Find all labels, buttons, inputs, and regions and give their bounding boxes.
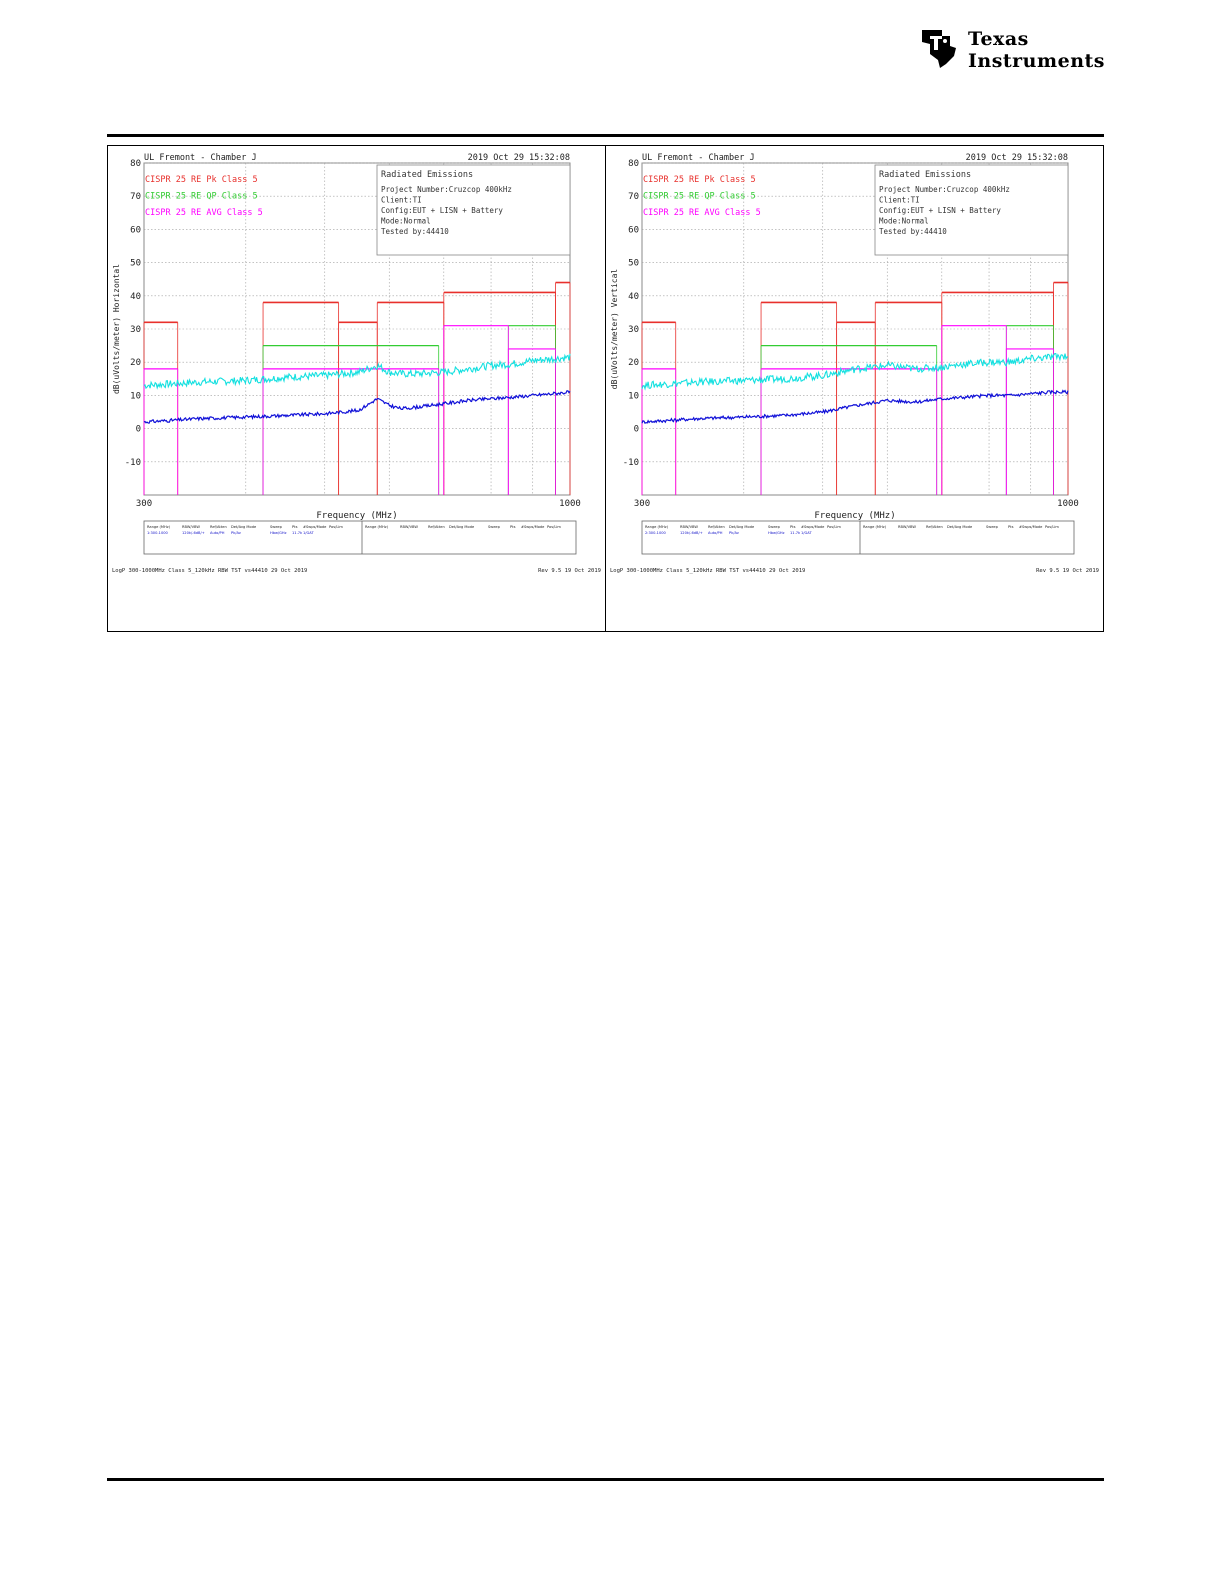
table-header-cell: Range (MHz) xyxy=(365,525,389,529)
legend-entry: CISPR 25 RE QP Class 5 xyxy=(145,191,258,202)
y-axis-label: dB(uVolts/meter) Horizontal xyxy=(112,263,121,395)
table-header-cell: Det/Avg Mode xyxy=(947,525,973,529)
chart-header-right: 2019 Oct 29 15:32:08 xyxy=(965,153,1068,163)
table-header-cell: RBW/VBW xyxy=(400,525,418,529)
table-header-cell: Det/Avg Mode xyxy=(231,525,257,529)
y-tick-label: 20 xyxy=(130,358,141,369)
y-tick-label: 40 xyxy=(130,291,141,302)
info-line: Project Number:Cruzcop 400kHz xyxy=(381,185,512,194)
table-header-cell: Det/Avg Mode xyxy=(449,525,475,529)
y-tick-label: 60 xyxy=(130,225,141,236)
logo-text-line1: Texas xyxy=(968,28,1029,50)
ti-logo-icon xyxy=(916,24,962,70)
table-header-cell: Pos/Lim xyxy=(1045,525,1059,529)
info-line: Config:EUT + LISN + Battery xyxy=(879,206,1001,215)
table-header-cell: Range (MHz) xyxy=(147,525,171,529)
table-header-cell: Range (MHz) xyxy=(863,525,887,529)
chart-footer-left: LogP 300-1000MHz Class 5_120kHz RBW TST vs44410 29 Oct 2019 xyxy=(112,568,308,574)
table-header-cell: #Swps/Mode xyxy=(303,525,327,529)
footer-rule xyxy=(107,1478,1104,1481)
x-tick-label-min: 300 xyxy=(633,499,651,509)
table-header-cell: RBW/VBW xyxy=(182,525,200,529)
chart-panel-vertical xyxy=(607,145,1105,632)
table-value-cell: 120k/-6dB/+ xyxy=(182,531,205,535)
table-header-cell: #Swps/Mode xyxy=(801,525,825,529)
ti-logo xyxy=(916,22,1106,72)
table-header-cell: Det/Avg Mode xyxy=(729,525,755,529)
table-header-cell: Sweep xyxy=(488,525,500,529)
table-header-cell: Ref/Atten xyxy=(210,525,227,529)
y-tick-label: 40 xyxy=(628,291,639,302)
table-value-cell: 11.7k xyxy=(292,531,303,535)
chart-header-left: UL Fremont - Chamber J xyxy=(144,153,257,163)
y-tick-label: 30 xyxy=(628,325,639,335)
table-header-cell: Ref/Atten xyxy=(708,525,725,529)
legend-entry: CISPR 25 RE AVG Class 5 xyxy=(145,208,263,218)
legend-entry: CISPR 25 RE Pk Class 5 xyxy=(145,175,258,185)
table-value-cell: Pk/Av xyxy=(729,531,739,535)
table-value-cell: 1:300-1000 xyxy=(147,531,168,535)
x-axis-label: Frequency (MHz) xyxy=(814,511,896,521)
chart-footer-right: Rev 9.5 19 Oct 2019 xyxy=(538,568,601,574)
table-header-cell: Range (MHz) xyxy=(645,525,669,529)
table-value-cell: 1/GAT xyxy=(801,531,812,535)
table-header-cell: Pts xyxy=(510,525,516,529)
table-header-cell: #Swps/Mode xyxy=(521,525,545,529)
info-line: Tested by:44410 xyxy=(381,227,449,236)
y-tick-label: 80 xyxy=(628,159,639,169)
chart-header-left: UL Fremont - Chamber J xyxy=(642,153,755,163)
table-header-cell: Sweep xyxy=(986,525,998,529)
y-axis-label: dB(uVolts/meter) Vertical xyxy=(610,268,619,390)
logo-text-line2: Instruments xyxy=(968,50,1105,72)
emissions-chart-vertical xyxy=(607,145,1103,630)
peak-trace xyxy=(144,354,570,388)
table-header-cell: Sweep xyxy=(270,525,282,529)
table-value-cell: 11.7k xyxy=(790,531,801,535)
legend-entry: CISPR 25 RE QP Class 5 xyxy=(643,191,756,202)
table-value-cell: 1/GAT xyxy=(303,531,314,535)
chart-footer-right: Rev 9.5 19 Oct 2019 xyxy=(1036,568,1099,574)
legend-entry: CISPR 25 RE AVG Class 5 xyxy=(643,208,761,218)
x-tick-label-max: 1000 xyxy=(559,499,581,509)
info-line: Radiated Emissions xyxy=(879,170,972,180)
y-tick-label: -10 xyxy=(622,457,639,468)
y-tick-label: 70 xyxy=(628,192,639,203)
y-tick-label: 0 xyxy=(135,424,141,435)
y-tick-label: 50 xyxy=(130,258,141,269)
table-header-cell: Ref/Atten xyxy=(428,525,445,529)
table-value-cell: 2:300-1000 xyxy=(645,531,666,535)
emissions-chart-horizontal xyxy=(109,145,605,630)
info-line: Project Number:Cruzcop 400kHz xyxy=(879,185,1010,194)
info-line: Radiated Emissions xyxy=(381,170,474,180)
table-value-cell: Hbw/GHz xyxy=(768,531,785,535)
x-tick-label-min: 300 xyxy=(135,499,153,509)
table-header-cell: Pos/Lim xyxy=(547,525,561,529)
x-tick-label-max: 1000 xyxy=(1057,499,1079,509)
table-header-cell: Sweep xyxy=(768,525,780,529)
table-header-cell: Pos/Lim xyxy=(329,525,343,529)
y-tick-label: 20 xyxy=(628,358,639,369)
table-value-cell: Hbw/GHz xyxy=(270,531,287,535)
y-tick-label: 30 xyxy=(130,325,141,335)
table-value-cell: Auto/PH xyxy=(210,531,225,535)
table-header-cell: RBW/VBW xyxy=(898,525,916,529)
peak-trace xyxy=(642,354,1068,389)
chart-header-right: 2019 Oct 29 15:32:08 xyxy=(467,153,570,163)
table-header-cell: Pts xyxy=(1008,525,1014,529)
info-line: Config:EUT + LISN + Battery xyxy=(381,206,503,215)
chart-footer-left: LogP 300-1000MHz Class 5_120kHz RBW TST vs44410 29 Oct 2019 xyxy=(610,568,806,574)
table-header-cell: #Swps/Mode xyxy=(1019,525,1043,529)
info-line: Mode:Normal xyxy=(381,216,431,226)
y-tick-label: -10 xyxy=(124,457,141,468)
y-tick-label: 0 xyxy=(633,424,639,435)
info-line: Tested by:44410 xyxy=(879,227,947,236)
table-value-cell: Pk/Av xyxy=(231,531,241,535)
legend-entry: CISPR 25 RE Pk Class 5 xyxy=(643,175,756,185)
chart-panel-horizontal xyxy=(109,145,607,632)
table-header-cell: Pts xyxy=(790,525,796,529)
table-header-cell: Ref/Atten xyxy=(926,525,943,529)
y-tick-label: 80 xyxy=(130,159,141,169)
table-value-cell: 120k/-6dB/+ xyxy=(680,531,703,535)
x-axis-label: Frequency (MHz) xyxy=(316,511,398,521)
info-line: Mode:Normal xyxy=(879,216,929,226)
info-line: Client:TI xyxy=(381,195,422,205)
y-tick-label: 70 xyxy=(130,192,141,203)
table-header-cell: RBW/VBW xyxy=(680,525,698,529)
info-line: Client:TI xyxy=(879,195,920,205)
table-header-cell: Pos/Lim xyxy=(827,525,841,529)
y-tick-label: 10 xyxy=(130,391,141,402)
table-value-cell: Auto/PH xyxy=(708,531,723,535)
header-rule xyxy=(107,134,1104,137)
y-tick-label: 10 xyxy=(628,391,639,402)
y-tick-label: 60 xyxy=(628,225,639,236)
table-header-cell: Pts xyxy=(292,525,298,529)
y-tick-label: 50 xyxy=(628,258,639,269)
